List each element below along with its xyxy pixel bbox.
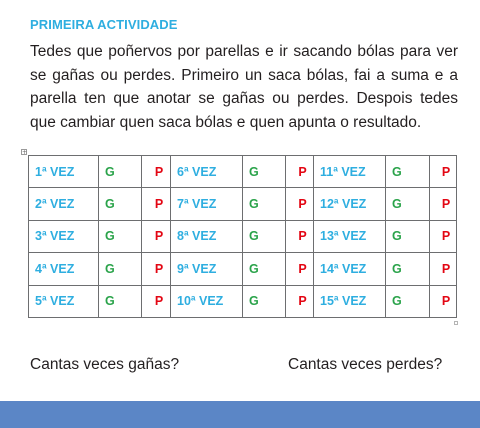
turn-label: 10ª VEZ — [171, 285, 243, 317]
win-mark[interactable]: G — [99, 253, 142, 285]
win-mark[interactable]: G — [386, 156, 430, 188]
lose-mark[interactable]: P — [142, 220, 171, 252]
win-mark[interactable]: G — [99, 285, 142, 317]
turn-label: 14ª VEZ — [314, 253, 386, 285]
win-mark[interactable]: G — [243, 285, 286, 317]
turn-label: 2ª VEZ — [29, 188, 99, 220]
lose-mark[interactable]: P — [286, 253, 314, 285]
losses-question: Cantas veces perdes? — [288, 356, 443, 373]
win-mark[interactable]: G — [243, 156, 286, 188]
turn-label: 7ª VEZ — [171, 188, 243, 220]
turn-label: 6ª VEZ — [171, 156, 243, 188]
turn-label: 4ª VEZ — [29, 253, 99, 285]
results-table — [28, 155, 457, 318]
lose-mark[interactable]: P — [430, 253, 457, 285]
win-mark[interactable]: G — [386, 285, 430, 317]
lose-mark[interactable]: P — [142, 156, 171, 188]
win-mark[interactable]: G — [386, 220, 430, 252]
win-mark[interactable]: G — [386, 188, 430, 220]
table-row — [29, 220, 457, 252]
table-row — [29, 156, 457, 188]
table-move-handle-icon[interactable]: + — [22, 149, 28, 156]
win-mark[interactable]: G — [243, 253, 286, 285]
turn-label: 1ª VEZ — [29, 156, 99, 188]
wins-question: Cantas veces gañas? — [30, 356, 180, 373]
turn-label: 13ª VEZ — [314, 220, 386, 252]
table-resize-handle[interactable] — [454, 321, 458, 325]
instructions-paragraph: Tedes que poñervos por parellas e ir sacando bólas para ver se gañas ou perdes. Primeiro un saca bólas, fai a suma e a parella ten que anotar se gañas ou perdes. Despois tedes que cambiar quen saca bólas e quen apunta o resultado. — [30, 43, 458, 131]
turn-label: 12ª VEZ — [314, 188, 386, 220]
lose-mark[interactable]: P — [430, 156, 457, 188]
activity-heading: PRIMEIRA ACTIVIDADE — [30, 17, 178, 32]
lose-mark[interactable]: P — [286, 220, 314, 252]
win-mark[interactable]: G — [243, 188, 286, 220]
lose-mark[interactable]: P — [430, 188, 457, 220]
table-row — [29, 285, 457, 317]
lose-mark[interactable]: P — [142, 188, 171, 220]
turn-label: 5ª VEZ — [29, 285, 99, 317]
lose-mark[interactable]: P — [142, 253, 171, 285]
lose-mark[interactable]: P — [430, 285, 457, 317]
turn-label: 3ª VEZ — [29, 220, 99, 252]
win-mark[interactable]: G — [99, 156, 142, 188]
table-row — [29, 188, 457, 220]
lose-mark[interactable]: P — [430, 220, 457, 252]
turn-label: 15ª VEZ — [314, 285, 386, 317]
lose-mark[interactable]: P — [286, 285, 314, 317]
turn-label: 9ª VEZ — [171, 253, 243, 285]
lose-mark[interactable]: P — [142, 285, 171, 317]
footer-bar — [0, 401, 480, 428]
win-mark[interactable]: G — [99, 220, 142, 252]
turn-label: 8ª VEZ — [171, 220, 243, 252]
turn-label: 11ª VEZ — [314, 156, 386, 188]
lose-mark[interactable]: P — [286, 156, 314, 188]
table-row — [29, 253, 457, 285]
win-mark[interactable]: G — [386, 253, 430, 285]
win-mark[interactable]: G — [99, 188, 142, 220]
lose-mark[interactable]: P — [286, 188, 314, 220]
win-mark[interactable]: G — [243, 220, 286, 252]
